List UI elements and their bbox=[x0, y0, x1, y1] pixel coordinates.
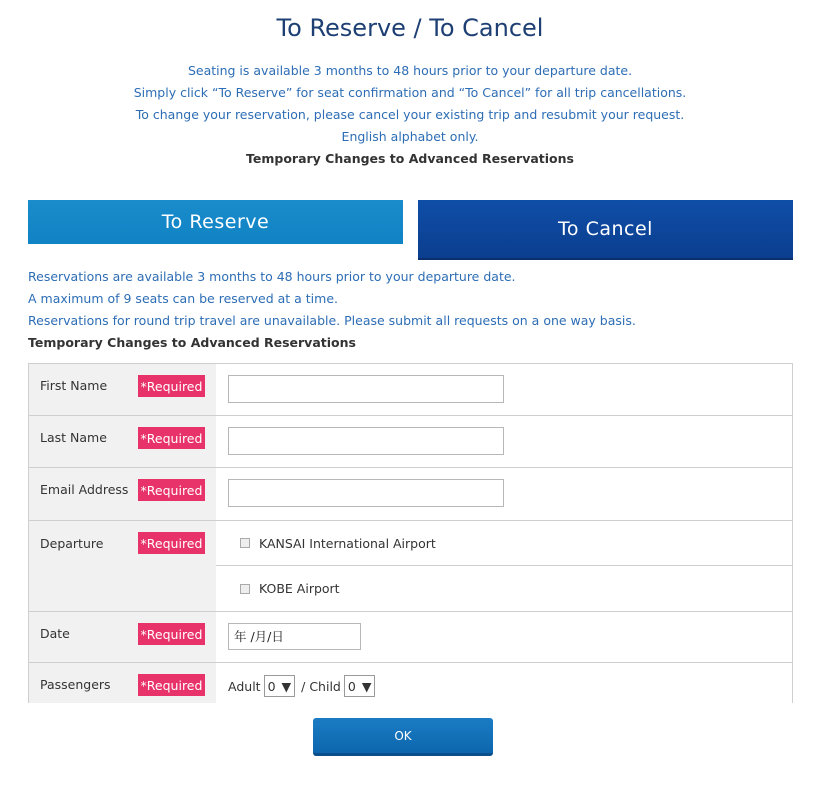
departure-option-label: KOBE Airport bbox=[259, 581, 340, 596]
intro-notice: Temporary Changes to Advanced Reservations bbox=[246, 151, 574, 166]
departure-row bbox=[29, 521, 792, 612]
last-name-input[interactable] bbox=[228, 427, 504, 455]
date-row bbox=[29, 612, 792, 663]
date-label: Date bbox=[40, 626, 70, 641]
departure-option-kansai[interactable] bbox=[216, 521, 792, 565]
tab-to-reserve[interactable]: To Reserve bbox=[28, 200, 403, 244]
first-name-input[interactable] bbox=[228, 375, 504, 403]
note-line: A maximum of 9 seats can be reserved at a time. bbox=[28, 291, 338, 306]
note-line: Reservations are available 3 months to 48 hours prior to your departure date. bbox=[28, 269, 516, 284]
child-select-value: 0 bbox=[347, 678, 356, 694]
intro-text bbox=[0, 60, 820, 170]
required-badge: *Required bbox=[138, 479, 205, 501]
adult-select-value: 0 bbox=[267, 678, 276, 694]
required-badge: *Required bbox=[138, 623, 205, 645]
notes-notice: Temporary Changes to Advanced Reservations bbox=[28, 335, 356, 350]
intro-line: Seating is available 3 months to 48 hours prior to your departure date. bbox=[187, 63, 633, 78]
reservation-notes bbox=[28, 266, 636, 354]
email-input[interactable] bbox=[228, 479, 504, 507]
required-badge: *Required bbox=[138, 532, 205, 554]
departure-option-kobe[interactable] bbox=[216, 565, 792, 611]
child-select[interactable] bbox=[344, 675, 376, 697]
first-name-label: First Name bbox=[40, 378, 108, 393]
intro-line: Simply click “To Reserve” for seat confirmation and “To Cancel” for all trip cancellations. bbox=[133, 85, 687, 100]
email-label: Email Address bbox=[40, 482, 129, 497]
reservation-form bbox=[28, 363, 793, 703]
dropdown-arrow-icon: ▼ bbox=[281, 678, 292, 694]
intro-line: English alphabet only. bbox=[341, 129, 479, 144]
first-name-row bbox=[29, 364, 792, 416]
ok-button[interactable]: OK bbox=[313, 718, 493, 756]
tab-to-cancel[interactable]: To Cancel bbox=[418, 200, 793, 260]
child-label: / Child bbox=[301, 678, 341, 694]
departure-option-label: KANSAI International Airport bbox=[259, 535, 436, 551]
adult-select[interactable] bbox=[264, 675, 296, 697]
page-title: To Reserve / To Cancel bbox=[276, 14, 544, 42]
last-name-row bbox=[29, 416, 792, 468]
checkbox-icon[interactable] bbox=[240, 538, 250, 548]
passengers-label: Passengers bbox=[40, 677, 111, 692]
required-badge: *Required bbox=[138, 674, 205, 696]
dropdown-arrow-icon: ▼ bbox=[361, 678, 372, 694]
required-badge: *Required bbox=[138, 427, 205, 449]
required-badge: *Required bbox=[138, 375, 205, 397]
note-line: Reservations for round trip travel are unavailable. Please submit all requests on a one way basis. bbox=[28, 313, 636, 328]
adult-label: Adult bbox=[228, 678, 261, 694]
departure-label: Departure bbox=[40, 536, 104, 551]
last-name-label: Last Name bbox=[40, 430, 107, 445]
email-row bbox=[29, 468, 792, 521]
passenger-selectors bbox=[228, 674, 381, 698]
checkbox-icon[interactable] bbox=[240, 584, 250, 594]
passengers-row bbox=[29, 663, 792, 703]
date-input[interactable]: 年 /月/日 bbox=[228, 623, 361, 650]
intro-line: To change your reservation, please cancel your existing trip and resubmit your request. bbox=[135, 107, 685, 122]
